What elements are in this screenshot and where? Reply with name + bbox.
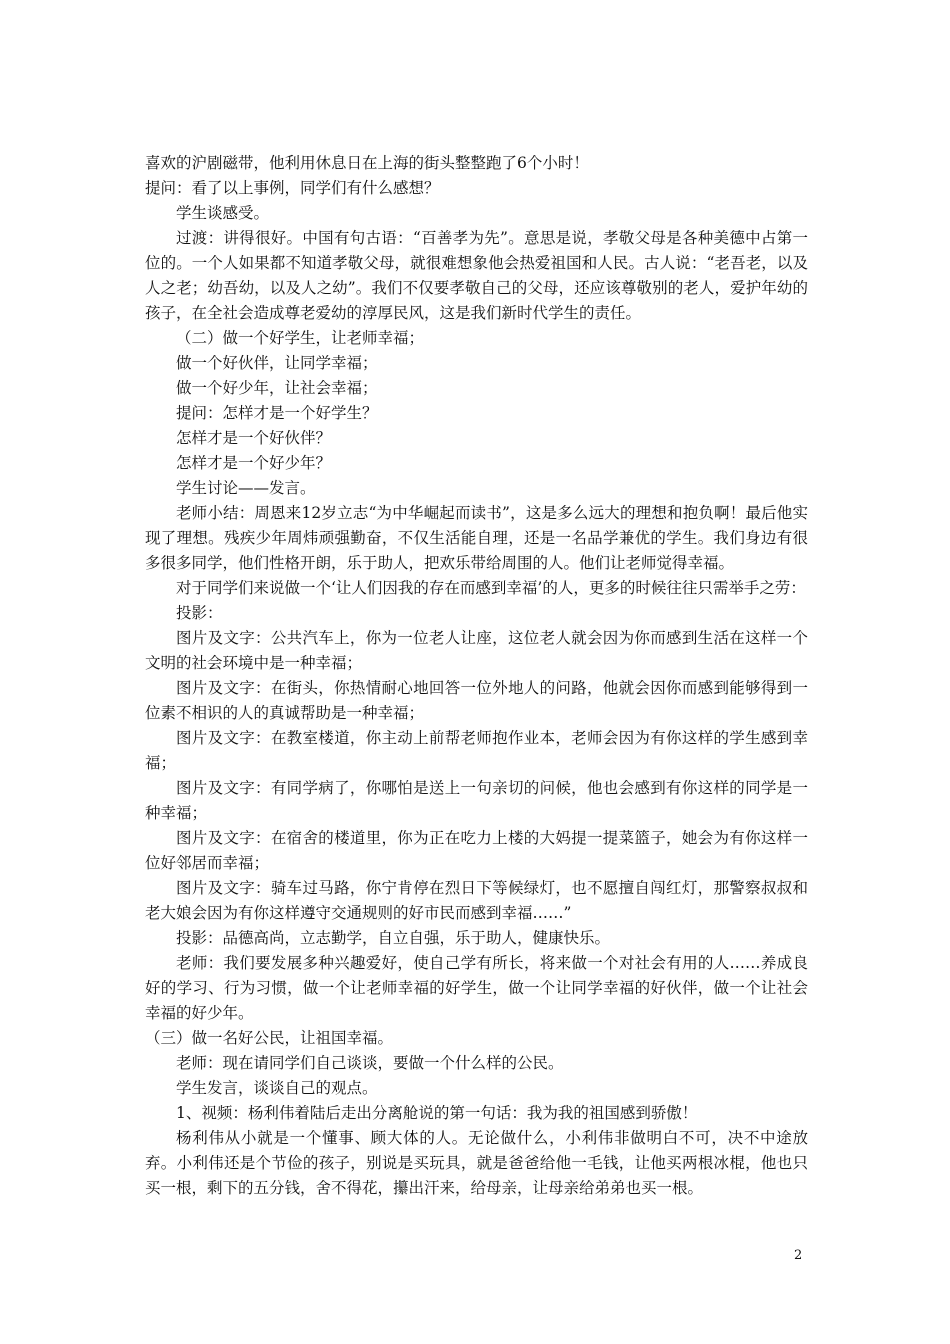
- paragraph: 图片及文字：公共汽车上，你为一位老人让座，这位老人就会因为你而感到生活在这样一个文明的社会环境中是一种幸福；: [145, 629, 808, 672]
- paragraph: 学生讨论——发言。: [176, 479, 316, 497]
- paragraph: 投影：品德高尚，立志勤学，自立自强，乐于助人，健康快乐。: [176, 929, 611, 947]
- paragraph: 喜欢的沪剧磁带，他利用休息日在上海的街头整整跑了6个小时！: [145, 154, 589, 172]
- paragraph: 图片及文字：在街头，你热情耐心地回答一位外地人的问路，他就会因你而感到能够得到一位素不相识的人的真诚帮助是一种幸福；: [145, 679, 808, 722]
- paragraph: 怎样才是一个好少年？: [176, 454, 332, 472]
- paragraph: 老师小结：周恩来12岁立志“为中华崛起而读书”，这是多么远大的理想和抱负啊！最后他实现了理想。残疾少年周炜顽强勤奋，不仅生活能自理，还是一名品学兼优的学生。我们身边有很多很多同学，他们性格开朗，乐于助人，把欢乐带给周围的人。他们让老师觉得幸福。: [145, 504, 808, 572]
- paragraph: （二）做一个好学生，让老师幸福；: [176, 329, 425, 347]
- paragraph: 1、视频：杨利伟着陆后走出分离舱说的第一句话：我为我的祖国感到骄傲！: [176, 1104, 698, 1122]
- paragraph: （三）做一名好公民，让祖国幸福。: [145, 1029, 394, 1047]
- paragraph: 图片及文字：骑车过马路，你宁肯停在烈日下等候绿灯，也不愿擅自闯红灯，那警察叔叔和老大娘会因为有你这样遵守交通规则的好市民而感到幸福……”: [145, 879, 808, 922]
- paragraph: 怎样才是一个好伙伴？: [176, 429, 332, 447]
- paragraph: 过渡：讲得很好。中国有句古语：“百善孝为先”。意思是说，孝敬父母是各种美德中占第一位的。一个人如果都不知道孝敬父母，就很难想象他会热爱祖国和人民。古人说：“老吾老，以及人之老；幼吾幼，以及人之幼”。我们不仅要孝敬自己的父母，还应该尊敬别的老人，爱护年幼的孩子，在全社会造成尊老爱幼的淳厚民风，这是我们新时代学生的责任。: [145, 229, 808, 322]
- paragraph: 学生发言，谈谈自己的观点。: [176, 1079, 378, 1097]
- paragraph: 对于同学们来说做一个‘让人们因我的存在而感到幸福’的人，更多的时候往往只需举手之劳：: [176, 579, 806, 597]
- paragraph: 杨利伟从小就是一个懂事、顾大体的人。无论做什么，小利伟非做明白不可，决不中途放弃。小利伟还是个节俭的孩子，别说是买玩具，就是爸爸给他一毛钱，让他买两根冰棍，他也只买一根，剩下的五分钱，舍不得花，攥出汗来，给母亲，让母亲给弟弟也买一根。: [145, 1129, 808, 1197]
- paragraph: 投影：: [176, 604, 223, 622]
- paragraph: 提问：看了以上事例，同学们有什么感想？: [145, 179, 440, 197]
- paragraph: 图片及文字：在教室楼道，你主动上前帮老师抱作业本，老师会因为有你这样的学生感到幸福；: [145, 729, 808, 772]
- paragraph: 图片及文字：有同学病了，你哪怕是送上一句亲切的问候，他也会感到有你这样的同学是一种幸福；: [145, 779, 808, 822]
- page-number: 2: [794, 1248, 803, 1263]
- paragraph: 做一个好伙伴，让同学幸福；: [176, 354, 378, 372]
- document-body: [145, 151, 808, 1201]
- paragraph: 图片及文字：在宿舍的楼道里，你为正在吃力上楼的大妈提一提菜篮子，她会为有你这样一位好邻居而幸福；: [145, 829, 808, 872]
- paragraph: 老师：现在请同学们自己谈谈，要做一个什么样的公民。: [176, 1054, 564, 1072]
- paragraph: 学生谈感受。: [176, 204, 270, 222]
- paragraph: 老师：我们要发展多种兴趣爱好，使自己学有所长，将来做一个对社会有用的人……养成良好的学习、行为习惯，做一个让老师幸福的好学生，做一个让同学幸福的好伙伴，做一个让社会幸福的好少年。: [145, 954, 808, 1022]
- paragraph: 提问：怎样才是一个好学生？: [176, 404, 378, 422]
- paragraph: 做一个好少年，让社会幸福；: [176, 379, 378, 397]
